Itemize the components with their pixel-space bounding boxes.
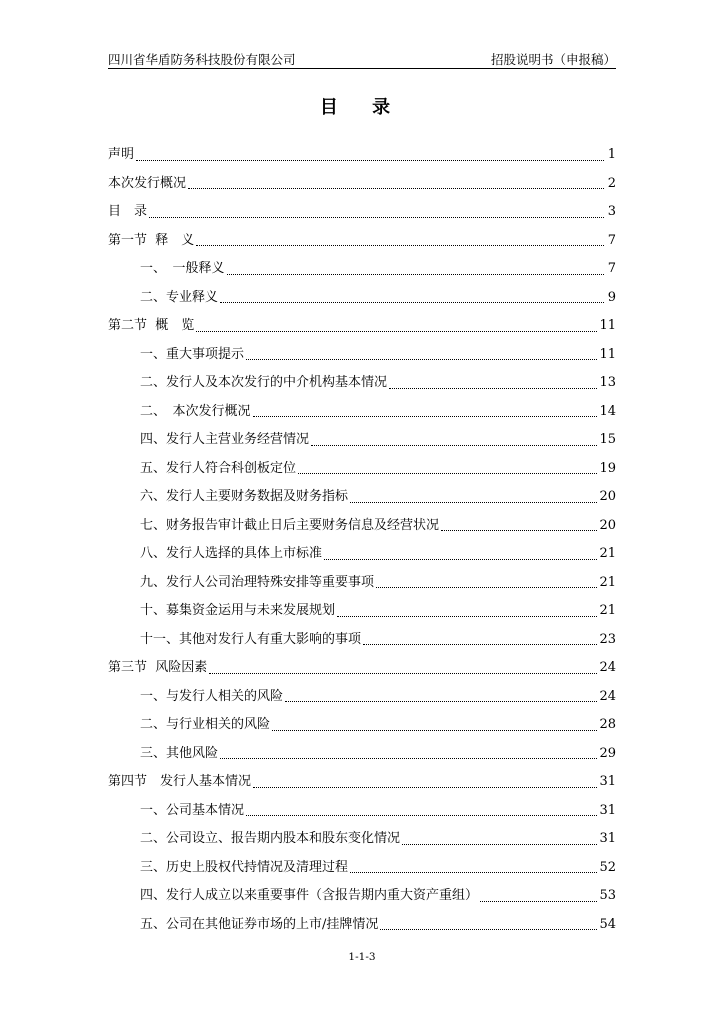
toc-dot-leader (253, 787, 597, 788)
toc-entry-label: 一、重大事项提示 (140, 346, 245, 362)
toc-entry[interactable] (108, 455, 616, 484)
toc-entry-label: 本次发行概况 (108, 175, 187, 191)
toc-dot-leader (196, 245, 604, 246)
toc-dot-leader (209, 673, 597, 674)
toc-entry-label: 五、公司在其他证券市场的上市/挂牌情况 (140, 916, 379, 932)
toc-entry-page-number: 1 (607, 147, 616, 163)
toc-entry-label: 三、历史上股权代持情况及清理过程 (140, 859, 349, 875)
toc-entry[interactable] (108, 198, 616, 227)
toc-entry-page-number: 14 (599, 403, 616, 419)
toc-entry[interactable] (108, 569, 616, 598)
toc-dot-leader (363, 644, 597, 645)
toc-entry-label: 五、发行人符合科创板定位 (140, 460, 297, 476)
page-title: 目 录 (319, 97, 405, 118)
toc-entry[interactable] (108, 512, 616, 541)
toc-entry-label: 二、发行人及本次发行的中介机构基本情况 (140, 375, 388, 391)
toc-entry[interactable] (108, 255, 616, 284)
toc-dot-leader (272, 730, 597, 731)
toc-entry-page-number: 31 (599, 831, 616, 847)
toc-entry-page-number: 29 (599, 745, 616, 761)
toc-entry-label: 四、发行人主营业务经营情况 (140, 432, 310, 448)
toc-entry[interactable] (108, 654, 616, 683)
toc-dot-leader (480, 901, 597, 902)
toc-dot-leader (337, 616, 597, 617)
header-document-title: 招股说明书（申报稿） (490, 52, 616, 67)
toc-entry[interactable] (108, 426, 616, 455)
toc-dot-leader (324, 559, 597, 560)
toc-entry[interactable] (108, 911, 616, 940)
toc-entry[interactable] (108, 369, 616, 398)
toc-entry-label: 九、发行人公司治理特殊安排等重要事项 (140, 574, 375, 590)
toc-entry[interactable] (108, 768, 616, 797)
toc-dot-leader (220, 302, 604, 303)
toc-entry-page-number: 31 (599, 802, 616, 818)
page-footer (0, 951, 724, 963)
toc-dot-leader (196, 331, 597, 332)
toc-dot-leader (380, 929, 597, 930)
toc-dot-leader (376, 587, 597, 588)
toc-entry-page-number: 15 (599, 432, 616, 448)
toc-dot-leader (350, 872, 597, 873)
toc-dot-leader (253, 416, 598, 417)
toc-entry-page-number: 52 (599, 859, 616, 875)
toc-entry[interactable] (108, 141, 616, 170)
toc-entry-page-number: 20 (599, 489, 616, 505)
toc-entry-label: 七、财务报告审计截止日后主要财务信息及经营状况 (140, 517, 440, 533)
toc-dot-leader (149, 217, 604, 218)
toc-dot-leader (227, 274, 604, 275)
toc-dot-leader (402, 844, 597, 845)
header-company-name: 四川省华盾防务科技股份有限公司 (108, 52, 296, 67)
toc-entry-label: 二、公司设立、报告期内股本和股东变化情况 (140, 831, 401, 847)
toc-entry[interactable] (108, 797, 616, 826)
toc-entry-page-number: 21 (599, 603, 616, 619)
toc-dot-leader (298, 473, 597, 474)
toc-entry-page-number: 3 (607, 204, 616, 220)
toc-entry-label: 第四节 发行人基本情况 (108, 774, 252, 790)
toc-entry-page-number: 7 (607, 232, 616, 248)
toc-entry[interactable] (108, 825, 616, 854)
toc-entry-page-number: 28 (599, 717, 616, 733)
toc-entry-label: 一、 一般释义 (140, 261, 225, 277)
toc-entry[interactable] (108, 683, 616, 712)
toc-dot-leader (220, 758, 597, 759)
toc-entry-label: 第三节 风险因素 (108, 660, 208, 676)
toc-dot-leader (350, 502, 597, 503)
toc-entry[interactable] (108, 312, 616, 341)
toc-entry-label: 第一节 释 义 (108, 232, 195, 248)
toc-entry[interactable] (108, 341, 616, 370)
toc-entry-label: 第二节 概 览 (108, 318, 195, 334)
toc-entry-label: 十、募集资金运用与未来发展规划 (140, 603, 336, 619)
toc-entry[interactable] (108, 227, 616, 256)
toc-dot-leader (389, 388, 597, 389)
toc-entry-page-number: 23 (599, 631, 616, 647)
toc-dot-leader (136, 160, 604, 161)
toc-entry-label: 二、专业释义 (140, 289, 219, 305)
toc-entry[interactable] (108, 398, 616, 427)
toc-entry-page-number: 9 (607, 289, 616, 305)
toc-dot-leader (246, 359, 597, 360)
toc-entry-label: 四、发行人成立以来重要事件（含报告期内重大资产重组） (140, 888, 479, 904)
footer-page-number: 1-1-3 (348, 951, 376, 963)
toc-entry-label: 二、与行业相关的风险 (140, 717, 271, 733)
toc-entry-label: 目 录 (108, 204, 148, 220)
toc-entry[interactable] (108, 540, 616, 569)
toc-entry-page-number: 24 (599, 660, 616, 676)
toc-entry-label: 八、发行人选择的具体上市标准 (140, 546, 323, 562)
toc-entry-label: 三、其他风险 (140, 745, 219, 761)
header-divider (108, 68, 616, 69)
toc-entry-label: 一、与发行人相关的风险 (140, 688, 284, 704)
toc-entry-page-number: 2 (607, 175, 616, 191)
toc-entry-page-number: 7 (607, 261, 616, 277)
toc-entry[interactable] (108, 711, 616, 740)
toc-entry-page-number: 53 (599, 888, 616, 904)
toc-entry[interactable] (108, 882, 616, 911)
toc-entry-page-number: 21 (599, 574, 616, 590)
toc-entry-page-number: 19 (599, 460, 616, 476)
toc-entry[interactable] (108, 626, 616, 655)
toc-entry-page-number: 11 (599, 346, 616, 362)
toc-entry-page-number: 21 (599, 546, 616, 562)
toc-dot-leader (246, 815, 597, 816)
toc-entry-label: 一、公司基本情况 (140, 802, 245, 818)
toc-dot-leader (311, 445, 597, 446)
toc-entry[interactable] (108, 740, 616, 769)
toc-entry-label: 声明 (108, 147, 135, 163)
toc-entry-page-number: 24 (599, 688, 616, 704)
toc-entry-page-number: 31 (599, 774, 616, 790)
toc-dot-leader (441, 530, 597, 531)
page-header (108, 52, 616, 68)
toc-entry-page-number: 11 (599, 318, 616, 334)
toc-entry-page-number: 13 (599, 375, 616, 391)
toc-entry-page-number: 54 (599, 916, 616, 932)
toc-dot-leader (188, 188, 604, 189)
toc-entry-label: 六、发行人主要财务数据及财务指标 (140, 489, 349, 505)
toc-entry-label: 十一、其他对发行人有重大影响的事项 (140, 631, 362, 647)
toc-entry[interactable] (108, 284, 616, 313)
toc-entry-page-number: 20 (599, 517, 616, 533)
toc-entry[interactable] (108, 597, 616, 626)
toc-entry[interactable] (108, 483, 616, 512)
toc-entry[interactable] (108, 854, 616, 883)
table-of-contents (108, 141, 616, 939)
toc-dot-leader (285, 701, 597, 702)
toc-entry-label: 二、 本次发行概况 (140, 403, 251, 419)
toc-entry[interactable] (108, 170, 616, 199)
